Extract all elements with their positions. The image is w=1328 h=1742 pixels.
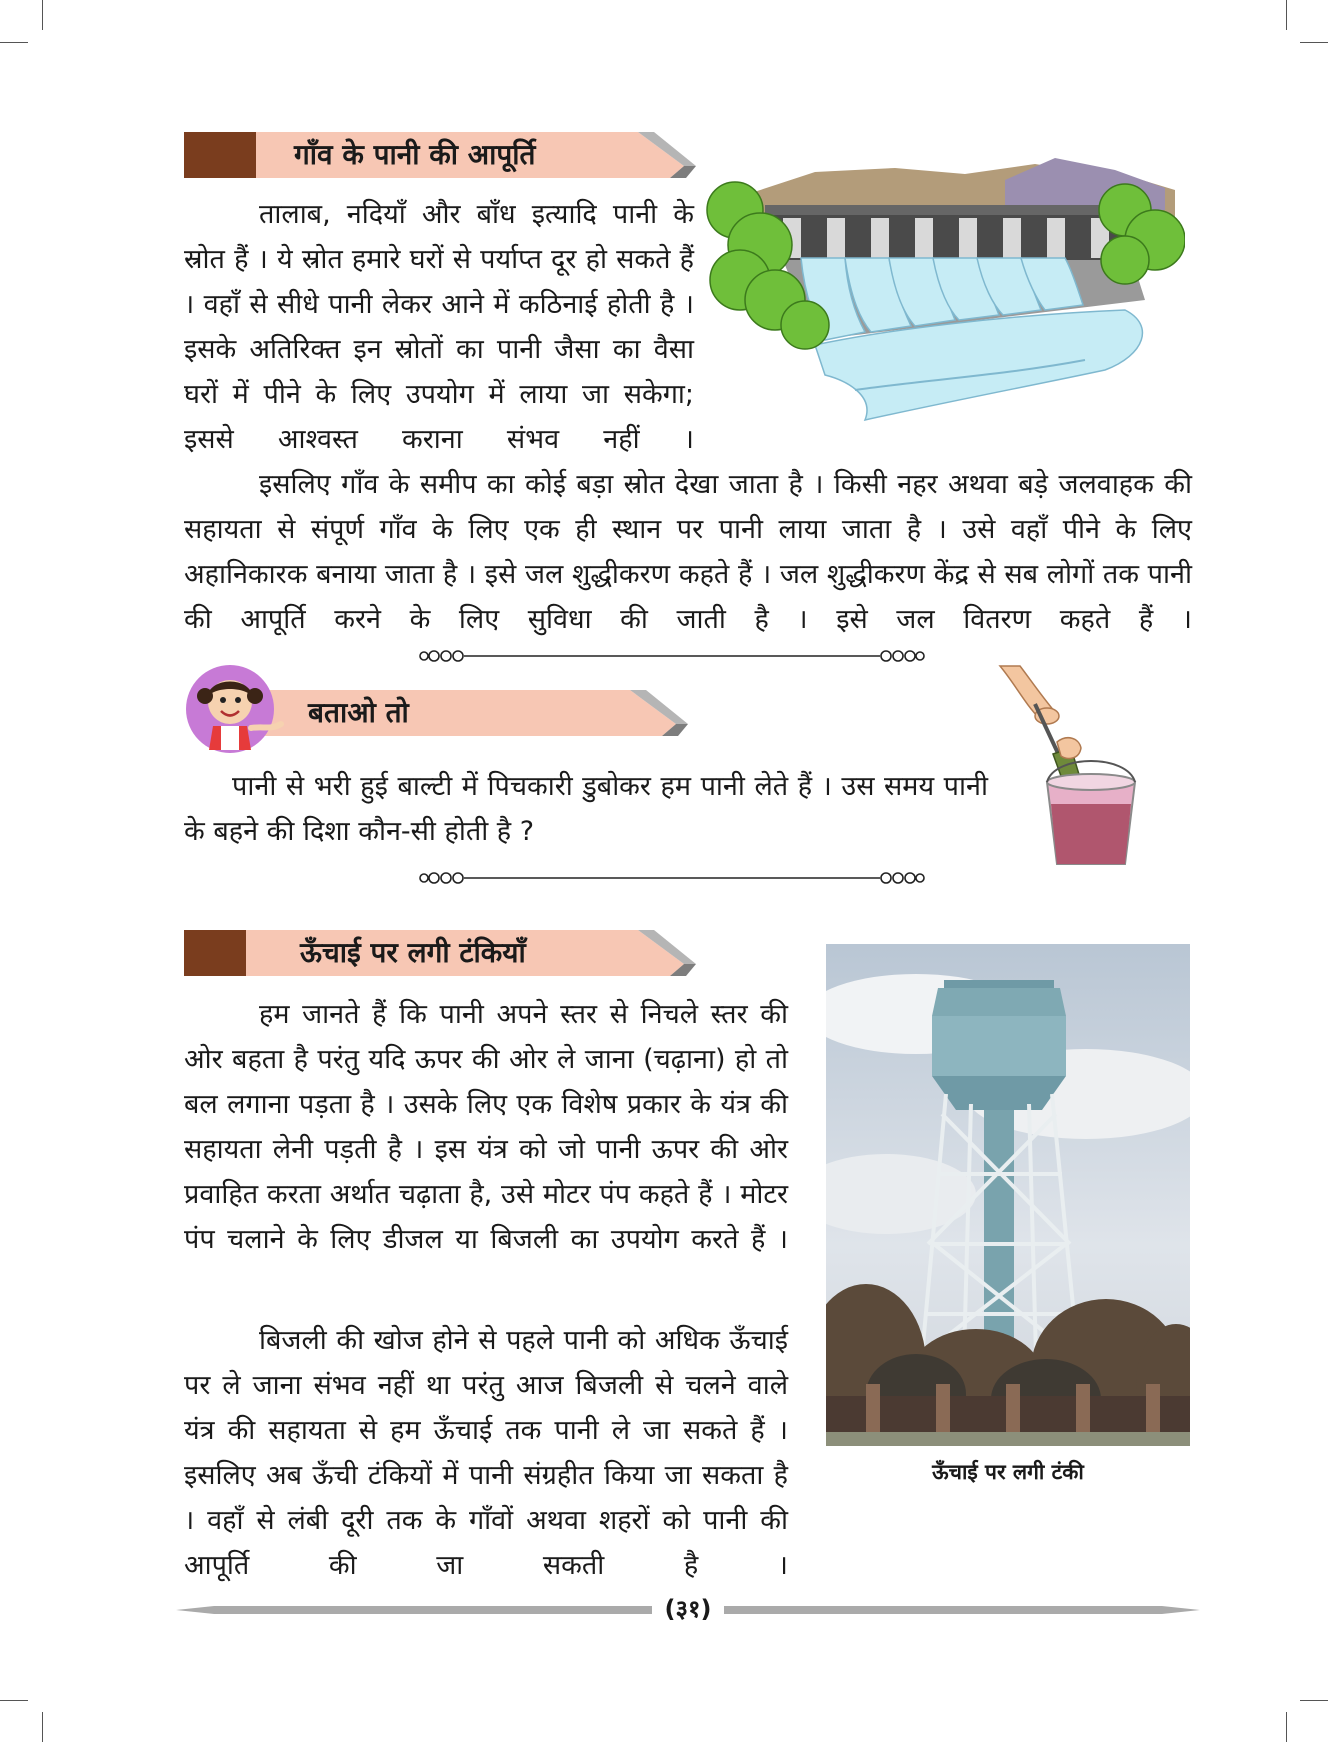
footer-rule-right <box>724 1606 1200 1614</box>
section1-paragraph-1: तालाब, नदियाँ और बाँध इत्यादि पानी के स्रोत हैं । ये स्रोत हमारे घरों से पर्याप्त दूर हो सकते हैं । वहाँ से सीधे पानी लेकर आने में कठिनाई होती है । इसके अतिरिक्त इन स्रोतों का पानी जैसा का वैसा घरों में पीने के लिए उपयोग में लाया जा सकेगा; इससे आश्वस्त कराना संभव नहीं । <box>184 199 694 455</box>
footer-rule-left <box>176 1606 652 1614</box>
syringe-bucket-illustration <box>995 664 1145 869</box>
section-heading-bar <box>250 690 726 736</box>
page-number: (३१) <box>664 1595 712 1623</box>
ornament-divider <box>418 870 926 886</box>
section3-paragraph-1: हम जानते हैं कि पानी अपने स्तर से निचले स्तर की ओर बहता है परंतु यदि ऊपर की ओर ले जाना (चढ़ाना) हो तो बल लगाना पड़ता है । उसके लिए एक विशेष प्रकार के यंत्र की सहायता लेनी पड़ती है । इस यंत्र को जो पानी ऊपर की ओर प्रवाहित करता अर्थात चढ़ाता है, उसे मोटर पंप कहते हैं । मोटर पंप चलाने के लिए डीजल या बिजली का उपयोग करते हैं । <box>184 999 788 1255</box>
crop-mark <box>1300 42 1328 43</box>
section-heading: ऊँचाई पर लगी टंकियाँ <box>300 936 526 969</box>
section-heading-bar <box>184 132 696 178</box>
crop-mark <box>0 1700 28 1701</box>
water-tower-photo <box>826 944 1190 1446</box>
section-heading: बताओ तो <box>308 696 409 729</box>
section3-paragraph-2: बिजली की खोज होने से पहले पानी को अधिक ऊँचाई पर ले जाना संभव नहीं था परंतु आज बिजली से चलने वाले यंत्र की सहायता से हम ऊँचाई तक पानी ले जा सकते हैं । इसलिए अब ऊँची टंकियों में पानी संग्रहीत किया जा सकता है । वहाँ से लंबी दूरी तक के गाँवों अथवा शहरों को पानी की आपूर्ति की जा सकती है । <box>184 1325 788 1581</box>
crop-mark <box>42 0 43 30</box>
section1-paragraph-2: इसलिए गाँव के समीप का कोई बड़ा स्रोत देखा जाता है । किसी नहर अथवा बड़े जलवाहक की सहायता से संपूर्ण गाँव के लिए एक ही स्थान पर पानी लाया जाता है । उसे वहाँ पीने के लिए अहानिकारक बनाया जाता है । इसे जल शुद्धीकरण कहते हैं । जल शुद्धीकरण केंद्र से सब लोगों तक पानी की आपूर्ति करने के लिए सुविधा की जाती है । इसे जल वितरण कहते हैं । <box>184 469 1192 635</box>
crop-mark <box>1300 1700 1328 1701</box>
section-heading: गाँव के पानी की आपूर्ति <box>294 138 536 171</box>
section-heading-bar <box>184 930 696 976</box>
girl-avatar <box>185 664 295 754</box>
photo-caption: ऊँचाई पर लगी टंकी <box>932 1460 1084 1484</box>
crop-mark <box>0 42 28 43</box>
crop-mark <box>1286 0 1287 30</box>
crop-mark <box>42 1712 43 1742</box>
question-text: पानी से भरी हुई बाल्टी में पिचकारी डुबोकर हम पानी लेते हैं । उस समय पानी के बहने की दिशा कौन-सी होती है ? <box>184 771 988 847</box>
crop-mark <box>1286 1712 1287 1742</box>
ornament-divider <box>418 648 926 664</box>
dam-illustration <box>705 150 1185 425</box>
